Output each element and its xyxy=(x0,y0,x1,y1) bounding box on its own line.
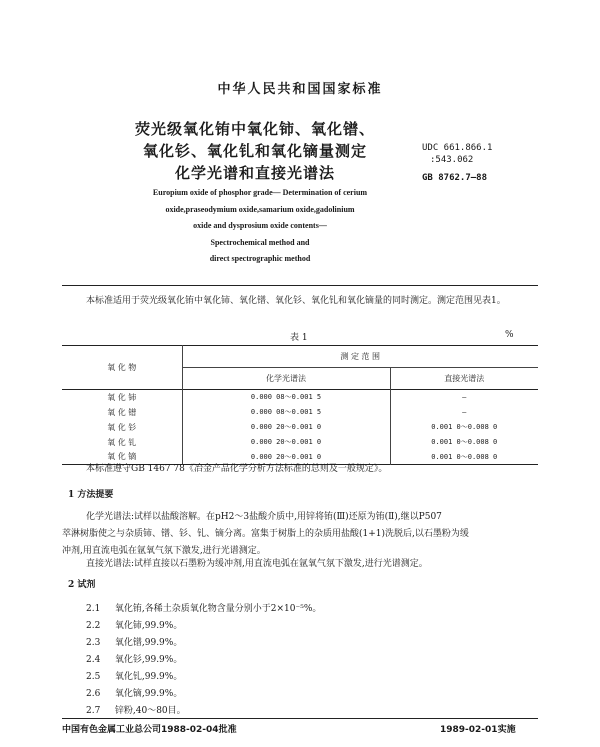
reagent-item xyxy=(86,601,321,618)
direct-range-cell: 0.001 0～0.008 0 xyxy=(431,423,498,431)
reagent-number: 2.3 xyxy=(86,638,101,648)
reagent-text: 氧化铕,各稀土杂质氧化物含量分别小于2×10⁻⁵%。 xyxy=(114,604,322,614)
table-row xyxy=(62,390,538,405)
title-line-3: 化学光谱和直接光谱法 xyxy=(174,164,335,182)
chem-range-cell: 0.000 20～0.001 0 xyxy=(182,420,390,435)
udc-code-2: :543.062 xyxy=(430,155,474,165)
chem-range-cell: 0.000 08～0.001 5 xyxy=(182,390,390,405)
chem-range-cell: 0.000 20～0.001 0 xyxy=(182,435,390,450)
english-title-5: direct spectrographic method xyxy=(209,254,311,263)
reagent-number: 2.2 xyxy=(86,621,101,631)
reagent-text: 氧化铈,99.9%。 xyxy=(114,621,183,631)
table-caption: 表 1 xyxy=(290,333,308,343)
reagent-item xyxy=(86,635,182,652)
english-title-4: Spectrochemical method and xyxy=(210,238,310,247)
oxide-cell: 氧 化 铈 xyxy=(62,390,182,405)
oxide-cell: 氧 化 钐 xyxy=(62,420,182,435)
reagent-text: 氧化钐,99.9%。 xyxy=(114,655,183,665)
table-row xyxy=(62,405,538,420)
section-1-para-2: 直接光谱法:试样直接以石墨粉为缓冲剂,用直流电弧在氩氧气氛下激发,进行光谱测定。 xyxy=(86,559,428,569)
header-range: 测 定 范 围 xyxy=(182,346,538,368)
reagent-text: 锌粉,40～80目。 xyxy=(114,706,186,716)
english-title-3: oxide and dysprosium oxide contents— xyxy=(193,221,327,230)
chem-range-cell: 0.000 20～0.001 0 xyxy=(182,450,390,465)
header-chem-method: 化学光谱法 xyxy=(182,368,390,390)
intro-paragraph: 本标准适用于荧光级氧化铕中氧化铈、氧化镨、氧化钐、氧化钆和氧化镝量的同时测定。测定范围见表1。 xyxy=(86,296,506,306)
reagent-item xyxy=(86,669,182,686)
table-row xyxy=(62,435,538,450)
reagent-number: 2.5 xyxy=(86,672,101,682)
gb-number: GB 8762.7—88 xyxy=(422,173,488,183)
compliance-statement: 本标准遵守GB 1467 78《冶金产品化学分析方法标准的总则及一般规定》。 xyxy=(86,464,388,474)
approval-line: 中国有色金属工业总公司1988-02-04批准 xyxy=(62,725,237,735)
chem-range-cell: 0.000 08～0.001 5 xyxy=(182,405,390,420)
header-divider xyxy=(62,285,538,286)
reagent-item xyxy=(86,652,182,669)
header-oxide: 氧 化 物 xyxy=(62,346,182,390)
national-standard-heading: 中华人民共和国国家标准 xyxy=(217,82,383,97)
section-1-line-3: 冲剂,用直流电弧在氩氧气氛下激发,进行光谱测定。 xyxy=(62,546,266,556)
title-line-2: 氧化钐、氧化钆和氧化镝量测定 xyxy=(142,142,367,160)
section-1-heading: 1 方法提要 xyxy=(68,490,114,500)
footer-divider xyxy=(62,718,538,719)
direct-range-cell: — xyxy=(462,393,467,402)
udc-code-1: UDC 661.866.1 xyxy=(422,143,493,153)
reagent-number: 2.7 xyxy=(86,706,101,716)
header-direct-method: 直接光谱法 xyxy=(444,374,485,383)
oxide-cell: 氧 化 镝 xyxy=(62,450,182,465)
range-table xyxy=(62,345,538,465)
table-row xyxy=(62,420,538,435)
table-unit: % xyxy=(505,330,514,340)
reagent-number: 2.6 xyxy=(86,689,101,699)
section-1-line-1: 化学光谱法:试样以盐酸溶解。在pH2～3盐酸介质中,用锌将铕(Ⅲ)还原为铕(Ⅱ),继以P507 xyxy=(86,512,442,522)
reagent-item xyxy=(86,686,182,703)
direct-range-cell: 0.001 0～0.008 0 xyxy=(431,452,498,461)
direct-range-cell: 0.001 0～0.008 0 xyxy=(431,438,498,446)
reagent-number: 2.1 xyxy=(86,604,101,614)
reagent-text: 氧化镝,99.9%。 xyxy=(114,689,183,699)
implementation-date: 1989-02-01实施 xyxy=(440,725,516,735)
english-title-1: Europium oxide of phosphor grade— Determination of cerium xyxy=(152,188,368,197)
direct-range-cell: — xyxy=(462,408,467,416)
reagent-number: 2.4 xyxy=(86,655,101,665)
title-line-1: 荧光级氧化铕中氧化铈、氧化镨、 xyxy=(134,120,375,138)
reagent-text: 氧化钆,99.9%。 xyxy=(114,672,183,682)
oxide-cell: 氧 化 钆 xyxy=(62,435,182,450)
english-title-2: oxide,praseodymium oxide,samarium oxide,gadolinium xyxy=(165,205,355,214)
reagent-text: 氧化镨,99.9%。 xyxy=(114,638,183,648)
reagent-item xyxy=(86,618,182,635)
section-1-line-2: 萃淋树脂使之与杂质铈、镨、钐、钆、镝分离。富集于树脂上的杂质用盐酸(1+1)洗脱后,以石墨粉为缓 xyxy=(62,529,469,539)
oxide-cell: 氧 化 镨 xyxy=(62,405,182,420)
section-2-heading: 2 试剂 xyxy=(68,580,96,590)
